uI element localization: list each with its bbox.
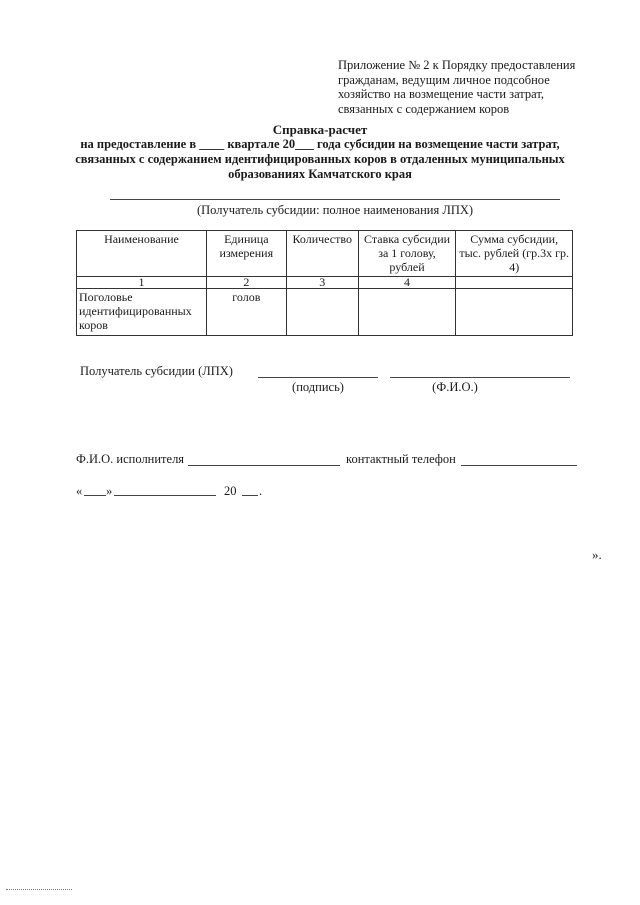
title-line: образованиях Камчатского края [228,167,412,181]
executor-line[interactable] [188,465,340,466]
header-name: Наименование [77,231,207,277]
cell-unit: голов [206,289,286,336]
column-number: 4 [358,277,456,289]
date-close-quote: » [106,484,113,498]
name-caption: (Ф.И.О.) [432,380,478,394]
header-quantity: Количество [286,231,358,277]
appendix-line: хозяйство на возмещение части затрат, [338,87,545,101]
name-line[interactable] [390,377,570,378]
day-line[interactable] [84,495,106,496]
phone-label: контактный телефон [346,452,456,466]
table-number-row [77,277,573,289]
year-line[interactable] [242,495,258,496]
signature-line[interactable] [258,377,378,378]
year-prefix: 20 [224,484,237,498]
document-title [40,122,600,182]
table-row [77,289,573,336]
signature-caption: (подпись) [292,380,344,394]
column-number: 2 [206,277,286,289]
title-heading: Справка-расчет [272,122,368,137]
executor-label: Ф.И.О. исполнителя [76,452,185,466]
table-header-row [77,231,573,277]
subsidy-table [76,230,573,336]
column-number: 1 [77,277,207,289]
recipient-fill-line[interactable] [110,199,560,200]
header-rate: Ставка субсидии за 1 голову, рублей [358,231,456,277]
footer-separator [6,889,72,890]
appendix-line: гражданам, ведущим личное подсобное [338,72,550,87]
cell-name: Поголовье идентифицированных коров [77,289,207,336]
cell-quantity[interactable] [286,289,358,336]
month-line[interactable] [114,495,216,496]
cell-sum[interactable] [456,289,573,336]
title-line: на предоставление в ____ квартале 20___ года субсидии на возмещение части затрат, [80,137,560,151]
title-line: связанных с содержанием идентифицированных коров в отдаленных муниципальных [75,152,565,166]
header-unit: Единица измерения [206,231,286,277]
column-number [456,277,573,289]
cell-rate[interactable] [358,289,456,336]
column-number: 3 [286,277,358,289]
date-dot: . [259,484,263,498]
appendix-line: связанных с содержанием коров [338,101,510,116]
phone-line[interactable] [461,465,577,466]
appendix-line: Приложение № 2 к Порядку предоставления [338,58,576,72]
recipient-caption: (Получатель субсидии: полное наименования ЛПХ) [196,203,474,217]
header-sum: Сумма субсидии, тыс. рублей (гр.3х гр. 4) [456,231,573,277]
closing-quote: ». [592,547,602,562]
signature-label: Получатель субсидии (ЛПХ) [80,364,233,378]
date-open-quote: « [76,484,83,498]
appendix-note [338,58,608,116]
